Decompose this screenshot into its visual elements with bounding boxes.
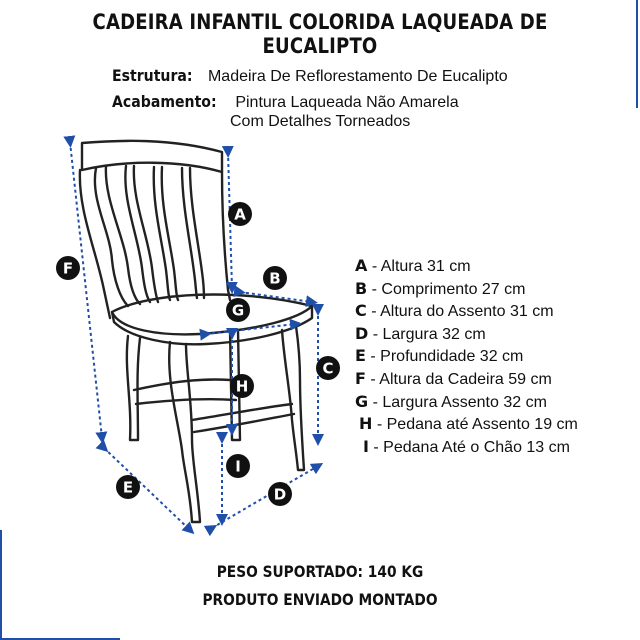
spec-estrutura-value: Madeira De Reflorestamento De Eucalipto [207, 68, 508, 85]
badge-h [230, 374, 254, 398]
badge-g-label: G [231, 301, 245, 320]
spec-acabamento-value-1: Pintura Laqueada Não Amarela [235, 94, 459, 111]
legend-text: - Pedana até Assento 19 cm [376, 416, 578, 434]
legend-text: - Altura 31 cm [371, 258, 471, 275]
badge-c-label: C [322, 359, 334, 378]
legend-row-b [355, 279, 578, 302]
badge-d [268, 482, 292, 506]
legend-letter: C [355, 301, 367, 321]
badge-f-label: F [62, 259, 74, 278]
badge-e [116, 475, 140, 499]
legend-letter: I [363, 436, 369, 456]
badge-c [316, 356, 340, 380]
spec-acabamento-value-2: Com Detalhes Torneados [230, 113, 411, 130]
legend-text: - Altura do Assento 31 cm [371, 303, 554, 321]
legend-letter: B [355, 278, 368, 298]
chair-drawing [80, 141, 312, 522]
page-title: CADEIRA INFANTIL COLORIDA LAQUEADA DE EUCALIPTO [92, 10, 548, 58]
badge-f [56, 256, 80, 280]
badge-e-label: E [122, 478, 134, 497]
legend-letter: E [355, 346, 366, 366]
legend-row-c [355, 301, 578, 324]
footer-montado: PRODUTO ENVIADO MONTADO [202, 590, 438, 609]
badge-g [226, 298, 250, 322]
badge-h-label: H [235, 377, 249, 396]
spec-acabamento-key: Acabamento: [112, 92, 217, 111]
legend-row-d [355, 324, 578, 347]
legend-text: - Comprimento 27 cm [371, 280, 526, 298]
legend-text: - Largura Assento 32 cm [372, 393, 547, 411]
footer-peso: PESO SUPORTADO: 140 KG [216, 562, 424, 581]
legend-letter: H [359, 414, 373, 434]
spec-estrutura-key: Estrutura: [112, 66, 193, 85]
dimension-legend [355, 256, 578, 459]
legend-row-a [355, 256, 578, 279]
legend-text: - Largura 32 cm [372, 325, 486, 343]
legend-row-e [355, 346, 578, 369]
legend-text: - Profundidade 32 cm [370, 348, 524, 366]
badge-b [263, 266, 287, 290]
badge-a-label: A [234, 205, 246, 224]
badge-b-label: B [269, 269, 281, 288]
legend-letter: D [355, 323, 369, 343]
legend-row-g [355, 392, 578, 415]
badge-d-label: D [273, 485, 287, 504]
legend-letter: F [355, 368, 366, 388]
legend-row-h [359, 414, 578, 437]
legend-letter: A [355, 256, 368, 275]
badge-i [226, 454, 250, 478]
legend-row-i [363, 437, 578, 460]
badge-i-label: I [235, 457, 241, 476]
legend-row-f [355, 369, 578, 392]
legend-text: - Altura da Cadeira 59 cm [370, 370, 552, 388]
legend-letter: G [355, 391, 369, 411]
badge-a [228, 202, 252, 226]
legend-text: - Pedana Até o Chão 13 cm [373, 438, 570, 456]
